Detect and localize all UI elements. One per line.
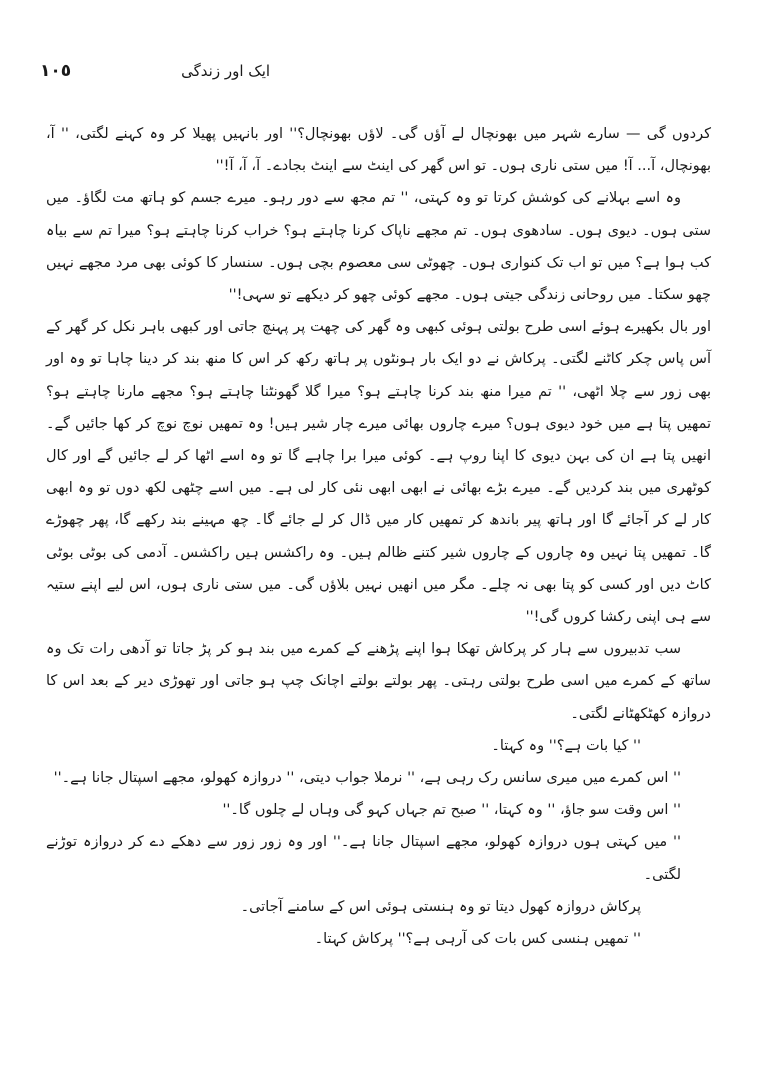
dialogue-line: '' اس کمرے میں میری سانس رک رہی ہے، '' نرملا جواب دیتی، '' دروازہ کھولو، مجھے اسپتال جانا ہے۔''	[53, 770, 681, 787]
running-title: ایک اور زندگی	[181, 62, 271, 80]
paragraph: کردوں گی — سارے شہر میں بھونچال لے آؤں گی۔ لاؤں بھونچال؟'' اور بانہیں پھیلا کر وہ کہنے لگتی، '' آ، بھونچال، آ... آ! میں ستی ناری ہوں۔ تو اس گھر کی اینٹ سے اینٹ بجادے۔ آ، آ، آ!''	[46, 126, 711, 175]
paragraph: سب تدبیروں سے ہار کر پرکاش تھکا ہوا اپنے پڑھنے کے کمرے میں بند ہو کر پڑ جاتا تو آدھی رات تک وہ ساتھ کے کمرے میں اسی طرح بولتی رہتی۔ پھر بولتے بولتے اچانک چپ ہو جاتی اور تھوڑی دیر کے بعد اس کا دروازہ کھٹکھٹانے لگتی۔	[46, 641, 711, 722]
body-text	[46, 118, 711, 955]
dialogue-line: '' کیا بات ہے؟'' وہ کہتا۔	[491, 737, 641, 754]
dialogue-line: '' تمھیں ہنسی کس بات کی آرہی ہے؟'' پرکاش کہتا۔	[314, 931, 641, 948]
dialogue-line: '' میں کہتی ہوں دروازہ کھولو، مجھے اسپتال جانا ہے۔'' اور وہ زور زور سے دھکے دے کر دروازہ توڑنے لگتی۔	[46, 834, 681, 883]
paragraph: وہ اسے بہلانے کی کوشش کرتا تو وہ کہتی، '' تم مجھ سے دور رہو۔ میرے جسم کو ہاتھ مت لگاؤ۔ میں ستی ہوں۔ دیوی ہوں۔ سادھوی ہوں۔ تم مجھے ناپاک کرنا چاہتے ہو؟ خراب کرنا چاہتے ہو؟ میرا تم سے بیاہ کب ہوا ہے؟ میں تو اب تک کنواری ہوں۔ چھوٹی سی معصوم بچی ہوں۔ سنسار کا کوئی بھی مرد مجھے نہیں چھو سکتا۔ میں روحانی زندگی جیتی ہوں۔ مجھے کوئی چھو کر دیکھے تو سہی!''	[46, 190, 711, 304]
paragraph: پرکاش دروازہ کھول دیتا تو وہ ہنستی ہوئی اس کے سامنے آجاتی۔	[240, 898, 641, 915]
paragraph: اور بال بکھیرے ہوئے اسی طرح بولتی ہوئی کبھی وہ گھر کی چھت پر پہنچ جاتی اور کبھی باہر نکل کر گھر کے آس پاس چکر کاٹنے لگتی۔ پرکاش نے دو ایک بار ہونٹوں پر ہاتھ رکھ کر اس کا منھ بند کر دینا چاہا تو وہ اور بھی زور سے چلا اٹھی، '' تم میرا منھ بند کرنا چاہتے ہو؟ میرا گلا گھونٹنا چاہتے ہو؟ مجھے مارنا چاہتے ہو؟ تمھیں پتا ہے میں خود دیوی ہوں؟ میرے چاروں بھائی میرے چار شیر ہیں! وہ تمھیں نوچ نوچ کر کھا جائیں گے۔ انھیں پتا ہے ان کی بہن دیوی کا اپنا روپ ہے۔ کوئی میرا برا چاہے گا تو وہ اسے اٹھا کر لے جائیں گے اور کال کوٹھری میں بند کردیں گے۔ میرے بڑے بھائی نے ابھی ابھی نئی کار لی ہے۔ میں اسے چٹھی لکھ دوں تو وہ ابھی کار لے کر آجائے گا اور ہاتھ پیر باندھ کر تمھیں کار میں ڈال کر لے جائے گا۔ چھ مہینے بند رکھے گا، پھر چھوڑے گا۔ تمھیں پتا نہیں وہ چاروں کے چاروں شیر کتنے ظالم ہیں۔ وہ راکشس ہیں راکشس۔ آدمی کی بوٹی بوٹی کاٹ دیں اور کسی کو پتا بھی نہ چلے۔ مگر میں انھیں نہیں بلاؤں گی۔ میں ستی ناری ہوں، اس لیے اپنے ستیہ سے ہی اپنی رکشا کروں گی!''	[46, 319, 711, 626]
page-number: ١٠٥	[40, 61, 72, 81]
page-header	[40, 56, 721, 86]
dialogue-line: '' اس وقت سو جاؤ، '' وہ کہتا، '' صبح تم جہاں کہو گی وہاں لے چلوں گا۔''	[222, 802, 681, 819]
